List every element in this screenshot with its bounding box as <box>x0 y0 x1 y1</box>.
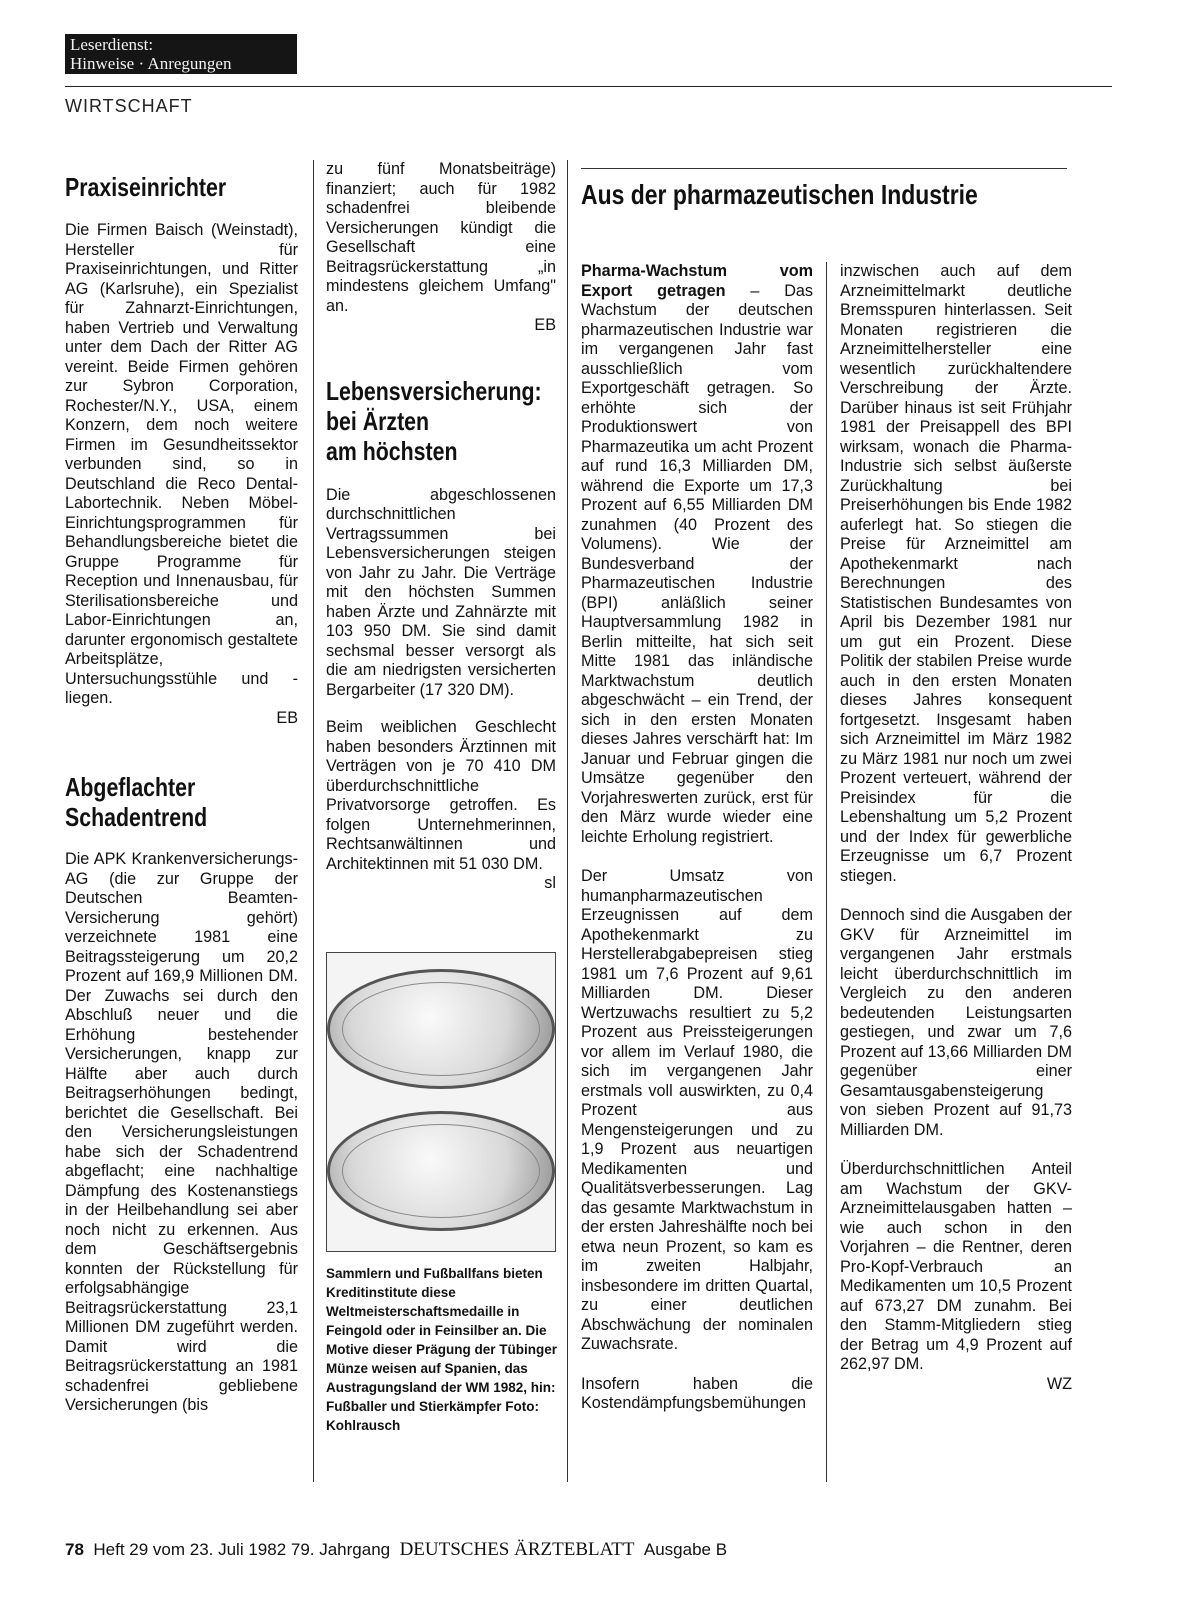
medal-photo <box>326 952 556 1252</box>
article-title-lebensversicherung-2: bei Ärzten <box>326 405 430 436</box>
header-rule <box>65 86 1112 87</box>
article-body-pharma-3: Insofern haben die Kostendämpfungsbemühungen <box>581 1374 813 1412</box>
edition: Ausgabe B <box>643 1540 728 1559</box>
column-2 <box>326 160 556 894</box>
medal-front-image <box>327 969 555 1089</box>
badge-line-1: Leserdienst: <box>70 35 154 54</box>
page-footer <box>65 1539 727 1561</box>
section-badge <box>65 34 297 74</box>
author-sign: WZ <box>1046 1374 1072 1393</box>
photo-caption: Sammlern und Fußballfans bieten Kreditinstitute diese Weltmeisterschaftsmedaille in Feingold oder in Feinsilber an. Die Motive dieser Prägung der Tübinger Münze weisen auf Spanien, das Austragungsland der WM 1982, hin: Fußballer und Stierkämpfer Foto: Kohlrausch <box>326 1266 558 1433</box>
column-4 <box>840 262 1072 1394</box>
article-title-schadentrend-2: Schadentrend <box>65 802 208 832</box>
article-title-pharma: Aus der pharmazeutischen Industrie <box>581 179 978 210</box>
column-divider-2 <box>567 160 568 1482</box>
article-body-lebensversicherung-1: Die abgeschlossenen durchschnittlichen Vertragssummen bei Lebensversicherungen steigen von Jahr zu Jahr. Die Verträge mit den höchsten Summen haben Ärzte und Zahnärzte mit 103 950 DM. Sie sind damit sechsmal besser versorgt als die am niedrigsten versicherten Bergarbeiter (17 320 DM). <box>326 485 556 699</box>
column-divider-1 <box>313 160 314 1482</box>
article-title-praxiseinrichter: Praxiseinrichter <box>65 172 227 202</box>
article-lead-text: – Das Wachstum der deutschen pharmazeutischen Industrie war im vergangenen Jahr fast ausschließlich vom Exportgeschäft getragen. So erhöhte sich der Produktionswert von Pharmazeutika um acht Prozent auf rund 16,3 Milliarden DM, während die Exporte um 17,3 Prozent auf 6,55 Milliarden DM zunahmen (40 Prozent des Volumens). Wie der Bundesverband der Pharmazeutischen Industrie (BPI) anläßlich seiner Hauptversammlung 1982 in Berlin mitteilte, hat sich seit Mitte 1981 das inländische Marktwachstum deutlich abgeschwächt – ein Trend, der sich in den ersten Monaten dieses Jahres verschärft hat: Im Januar und Februar gingen die Umsätze gegenüber den Vorjahreswerten zurück, erst für den März wurde wieder eine leichte Erholung registriert. <box>581 281 813 846</box>
journal-name: DEUTSCHES ÄRZTEBLATT <box>399 1539 635 1560</box>
article-body-pharma-1 <box>581 262 813 847</box>
author-sign: sl <box>544 874 556 892</box>
author-sign: EB <box>534 316 556 334</box>
article-title-lebensversicherung-1: Lebensversicherung: <box>326 375 542 406</box>
section-label: WIRTSCHAFT <box>65 96 193 116</box>
article-body-pharma-6: Überdurchschnittlichen Anteil am Wachstum der GKV-Arzneimittelausgaben hatten – wie auch schon in den Vorjahren – die Rentner, deren Pro-Kopf-Verbrauch an Medikamenten um 10,5 Prozent auf 673,27 DM zunahm. Bei den Stamm-Mitgliedern stieg der Betrag um 4,9 Prozent auf 262,97 DM. <box>840 1160 1072 1373</box>
article-title-schadentrend-1: Abgeflachter <box>65 772 196 802</box>
medal-back-image <box>327 1111 555 1231</box>
article-body-continued: zu fünf Monatsbeiträge) finanziert; auch für 1982 schadenfrei bleibende Versicherungen kündigt die Gesellschaft eine Beitragsrückerstattung „in mindestens gleichem Umfang" an. <box>326 160 556 315</box>
article-body-schadentrend: Die APK Krankenversicherungs-AG (die zur Gruppe der Deutschen Beamten-Versicherung gehört) verzeichnete 1981 eine Beitragssteigerung um 20,2 Prozent auf 169,9 Millionen DM. Der Zuwachs sei durch den Abschluß neuer und die Erhöhung bestehender Versicherungen, knapp zur Hälfte aber auch durch Beitragserhöhungen bedingt, berichtet die Gesellschaft. Bei den Versicherungsleistungen habe sich der Schadentrend abgeflacht; eine nachhaltige Dämpfung des Kostenanstiegs in der Heilbehandlung sei aber noch nicht zu erkennen. Aus dem Geschäftsergebnis konnten der Rückstellung für erfolgsabhängige Beitragsrückerstattung 23,1 Millionen DM zugeführt werden. Damit wird die Beitragsrückerstattung an 1981 schadenfrei gebliebene Versicherungen (bis <box>65 850 298 1414</box>
issue-info: Heft 29 vom 23. Juli 1982 79. Jahrgang <box>93 1540 391 1559</box>
article-body-pharma-4: inzwischen auch auf dem Arzneimittelmarkt deutliche Bremsspuren hinterlassen. Seit Monaten registrieren die Arzneimittelhersteller eine wesentlich zurückhaltendere Verschreibung der Ärzte. Darüber hinaus ist seit Frühjahr 1981 der Preisappell des BPI wirksam, wonach die Pharma-Industrie sich selbst äußerste Zurückhaltung bei Preiserhöhungen bis Ende 1982 auferlegt hat. So stiegen die Preise für Arzneimittel am Apothekenmarkt nach Berechnungen des Statistischen Bundesamtes von April bis Dezember 1981 nur um gut ein Prozent. Diese Politik der stabilen Preise wurde auch in den ersten Monaten dieses Jahres konsequent fortgesetzt. Insgesamt haben sich Arzneimittel im März 1982 zu März 1981 nur noch um zwei Prozent verteuert, während der Preisindex für die Lebenshaltung um 5,2 Prozent und der Index für gewerbliche Erzeugnisse um 6,7 Prozent stiegen. <box>840 262 1072 885</box>
article-body-praxiseinrichter: Die Firmen Baisch (Weinstadt), Hersteller für Praxiseinrichtungen, und Ritter AG (Karlsruhe), ein Spezialist für Zahnarzt-Einrichtungen, haben Vertrieb und Verwaltung unter dem Dach der Ritter AG vereint. Beide Firmen gehören zur Sybron Corporation, Rochester/N.Y., USA, einem Konzern, dem noch weitere Firmen im Gesundheitssektor verbunden sind, so in Deutschland die Reco Dental-Labortechnik. Neben Möbel-Einrichtungsprogrammen für Behandlungsbereiche bietet die Gruppe Programme für Reception und Innenausbau, für Sterilisationsbereiche und Labor-Einrichtungen an, darunter ergonomisch gestaltete Arbeitsplätze, Untersuchungsstühle und -liegen. <box>65 221 298 707</box>
page-number: 78 <box>65 1540 84 1559</box>
article-title-lebensversicherung-3: am höchsten <box>326 435 458 466</box>
badge-line-2: Hinweise · Anregungen <box>70 54 232 73</box>
article-body-lebensversicherung-2: Beim weiblichen Geschlecht haben besonders Ärztinnen mit Verträgen von je 70 410 DM überdurchschnittliche Privatvorsorge getroffen. Es folgen Unternehmerinnen, Rechtsanwältinnen und Architektinnen mit 51 030 DM. <box>326 718 556 873</box>
article-lead: Pharma-Wachstum vom Export getragen <box>581 262 813 300</box>
article-top-rule <box>581 168 1067 169</box>
column-3 <box>581 262 813 1414</box>
column-1 <box>65 172 298 1416</box>
column-divider-3 <box>826 262 827 1482</box>
article-body-pharma-5: Dennoch sind die Ausgaben der GKV für Arzneimittel im vergangenen Jahr erstmals leicht überdurchschnittlich im Vergleich zu den anderen bedeutenden Leistungsarten gestiegen, und zwar um 7,6 Prozent auf 13,66 Milliarden DM gegenüber einer Gesamtausgabensteigerung von sieben Prozent auf 91,73 Milliarden DM. <box>840 906 1072 1139</box>
author-sign: EB <box>276 708 298 727</box>
article-body-pharma-2: Der Umsatz von humanpharmazeutischen Erzeugnissen auf dem Apothekenmarkt zu Herstellerabgabepreisen stieg 1981 um 7,6 Prozent auf 9,61 Milliarden DM. Dieser Wertzuwachs resultiert zu 5,2 Prozent aus Preissteigerungen vor allem im Verlauf 1980, die sich im vergangenen Jahr erstmals voll auswirkten, zu 0,4 Prozent aus Mengensteigerungen und zu 1,9 Prozent aus neuartigen Medikamenten und Qualitätsverbesserungen. Lag das gesamte Marktwachstum in der ersten Jahreshälfte noch bei etwa neun Prozent, so kam es im zweiten Halbjahr, insbesondere im dritten Quartal, zu einer deutlichen Abschwächung der nominalen Zuwachsrate. <box>581 867 813 1353</box>
